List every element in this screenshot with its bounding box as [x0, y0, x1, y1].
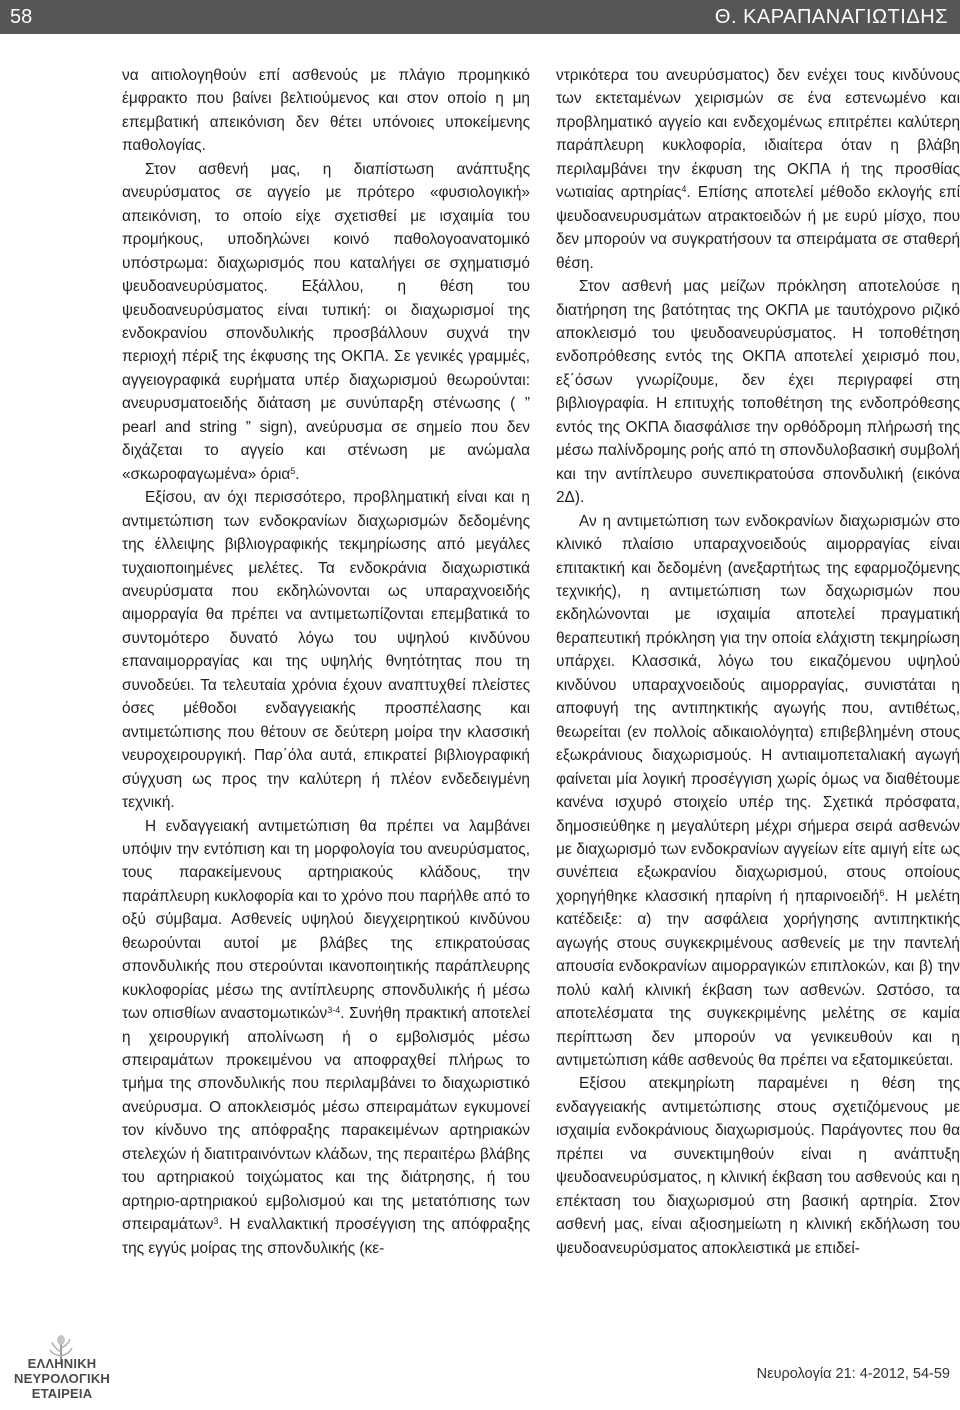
- paragraph: Εξίσου, αν όχι περισσότερο, προβληματική είναι και η αντιμετώπιση των ενδοκρανίων διαχωρισμών δεδομένης της έλλειψης βιβλιογραφικής τεκμηρίωσης από μεγάλες τυχαιοποιημένες μελέτες. Τα ενδοκράνια διαχωριστικά ανευρύσματα που εκδηλώνονται ως υπαραχνοειδής αιμορραγία θα πρέπει να αντιμετωπίζονται επεμβατικά το συντομότερο δυνατό λόγω του υψηλού κινδύνου επαναιμορραγίας και της υψηλής θνητότητας που τη συνοδεύει. Τα τελευταία χρόνια έχουν αναπτυχθεί πλείστες όσες μέθοδοι ενδαγγειακής προσπέλασης και αντιμετώπισης που θέτουν σε δεύτερη μοίρα την κλασσική νευροχειρουργική. Παρ΄όλα αυτά, επικρατεί βιβλιογραφική σύγχυση ως προς την καλύτερη ή πλέον ενδεδειγμένη τεχνική.: [122, 489, 530, 812]
- running-head-author: Θ. ΚΑΡΑΠΑΝΑΓΙΩΤΙΔΗΣ: [714, 6, 948, 28]
- paragraph: Στον ασθενή μας μείζων πρόκληση αποτελούσε η διατήρηση της βατότητας της ΟΚΠΑ με ταυτόχρονο ριζικό αποκλεισμό του ψευδοανευρύσματος. Η τοποθέτηση ενδοπρόθεσης εντός της ΟΚΠΑ αποτελεί χειρισμό που, εξ΄όσων γνωρίζουμε, δεν έχει περιγραφεί στη βιβλιογραφία. Η επιτυχής τοποθέτηση της ενδοπρόθεσης εντός της ΟΚΠΑ διασφάλισε την ορθόδρομη πλήρωσή της μέσω παλίνδρομης ροής από τη σπονδυλοβασική συμβολή και την αντίπλευρο συνεπικρατούσα σπονδυλική (εικόνα 2Δ).: [556, 278, 960, 507]
- journal-citation: Νευρολογία 21: 4-2012, 54-59: [756, 1366, 950, 1382]
- citation: 6: [879, 887, 885, 898]
- citation: 5: [290, 465, 296, 476]
- citation: 3-4: [327, 1005, 341, 1016]
- logo-line-2: ΝΕΥΡΟΛΟΓΙΚΗ: [14, 1371, 110, 1386]
- paragraph: Εξίσου ατεκμηρίωτη παραμένει η θέση της ενδαγγειακής αντιμετώπισης στους σχετιζόμενους με ισχαιμία ενδοκράνιους διαχωρισμούς. Παράγοντες που θα πρέπει να συνεκτιμηθούν είναι η ανάπτυξη ψευδοανευρύσματος, η κλινική έκβαση του ασθενούς και η επέκταση του διαχωρισμού στη βασική αρτηρία. Στον ασθενή μας, είναι αξιοσημείωτη η κλινική εκδήλωση του ψευδοανευρύσματος αποκλειστικά με επιδεί-: [556, 1075, 960, 1257]
- citation: 4: [681, 184, 687, 195]
- paragraph: Στον ασθενή μας, η διαπίστωση ανάπτυξης ανευρύσματος σε αγγείο με πρότερο «φυσιολογική» απεικόνιση, το οποίο είχε σχετισθεί με ισχαιμία του προμήκους, υποδηλώνει κοινό παθολογοανατομικό υπόστρωμα: διαχωρισμός που καταλήγει σε σχηματισμό ψευδοανευρύσματος. Εξάλλου, η θέση του ψευδοανευρύσματος είναι τυπική: οι διαχωρισμοί της ενδοκρανίου σπονδυλικής προσβάλλουν συχνά την περιοχή πέριξ της έκφυσης της ΟΚΠΑ. Σε γενικές γραμμές, αγγειογραφικά ευρήματα υπέρ διαχωρισμού θεωρούνται: ανευρυσματοειδής διάταση με συνύπαρξη στένωσης ( ” pearl and string ” sign), ανεύρυσμα σε σημείο που δεν διχάζεται το αγγείο και στένωση με ανώμαλα «σκωροφαγωμένα» όρια$^5$.: [122, 160, 530, 483]
- page-number: 58: [10, 6, 33, 28]
- citation: 3: [213, 1216, 219, 1227]
- page-header-bar: [0, 0, 960, 34]
- logo-line-1: ΕΛΛΗΝΙΚΗ: [27, 1356, 97, 1371]
- paragraph: Αν η αντιμετώπιση των ενδοκρανίων διαχωρισμών στο κλινικό πλαίσιο υπαραχνοειδούς αιμορραγίας είναι επιτακτική και δεδομένη (ανεξαρτήτως της εφαρμοζόμενης τεχνικής), η αντιμετώπιση των δαχωρισμών που εκδηλώνονται με ισχαιμία αποτελεί πραγματική θεραπευτική πρόκληση για την οποία ελάχιστη τεκμηρίωση υπάρχει. Κλασσικά, λόγω του εικαζόμενου υψηλού κινδύνου υπαραχνοειδούς αιμορραγίας, συνιστάται η αποφυγή της αντιπηκτικής αγωγής που, αντιθέτως, θεωρείται (εν πολλοίς αδικαιολόγητα) επιβεβλημένη στους εξωκράνιους διαχωρισμούς. Η αντιαιμοπεταλιακή αγωγή φαίνεται μία λογική προσέγγιση χωρίς όμως να διαθέτουμε κανένα ισχυρό στοιχείο υπέρ της. Σχετικά πρόσφατα, δημοσιεύθηκε η μεγαλύτερη μέχρι σήμερα σειρά ασθενών με διαχωρισμό των ενδοκρανίων αγγείων είτε αμιγή είτε ως συνέπεια εξωκρανίου διαχωρισμού, στους οποίους χορηγήθηκε κλασσική ηπαρίνη ή ηπαρινοειδή$^6$. Η μελέτη κατέδειξε: α) την ασφάλεια χορήγησης αντιπηκτικής αγωγής στους συγκεκριμένους ασθενείς με την παντελή απουσία ενδοκρανίων αιμορραγικών επιπλοκών, και β) την πολύ καλή κλινική έκβαση των ασθενών. Ωστόσο, τα αποτελέσματα της συγκεκριμένης μελέτης σε καμία περίπτωση δεν μπορούν να γενικευθούν και η αντιμετώπιση κάθε ασθενούς θα πρέπει να εξατομικεύεται.: [556, 512, 960, 1070]
- paragraph: Η ενδαγγειακή αντιμετώπιση θα πρέπει να λαμβάνει υπόψιν την εντόπιση και τη μορφολογία του ανευρύσματος, τους παρακείμενους αρτηριακούς κλάδους, την παράπλευρη κυκλοφορία και το χρόνο που παρήλθε από το οξύ σύμβαμα. Ασθενείς υψηλού διεγχειρητικού κινδύνου θεωρούνται αυτοί με βλάβες της επικρατούσας σπονδυλικής που στερούνται ικανοποιητικής παράπλευρης κυκλοφορίας μέσω της αντίπλευρης σπονδυλικής ή μέσω των οπισθίων αναστομωτικών$^{3-4}$. Συνήθη πρακτική αποτελεί η χειρουργική απολίνωση ή ο εμβολισμός μέσω σπειραμάτων προκειμένου να αποφραχθεί πλήρως το τμήμα της σπονδυλικής που περιλαμβάνει το διαχωριστικό ανεύρυσμα. Ο αποκλεισμός μέσω σπειραμάτων εγκυμονεί τον κίνδυνο της απόφραξης παρακειμένων αρτηριακών στελεχών ή διατιτραινόντων κλάδων, της περαιτέρω βλάβης του αρτηριακού τοιχώματος και της διάτρησης, ή του αρτηριο-αρτηριακού εμβολισμού και της μετατόπισης των σπειραμάτων$^3$. Η εναλλακτική προσέγγιση της απόφραξης της εγγύς μοίρας της σπονδυλικής (κε-: [122, 817, 530, 1257]
- left-text-column: [122, 64, 530, 1260]
- right-text-column: [556, 64, 960, 1260]
- logo-line-3: ΕΤΑΙΡΕΙΑ: [31, 1386, 93, 1401]
- paragraph: ντρικότερα του ανευρύσματος) δεν ενέχει τους κινδύνους των εκτεταμένων χειρισμών σε ένα εστενωμένο και προβληματικό αγγείο και ενδεχομένως επιτρέπει καλύτερη παράπλευρη κυκλοφορία, ιδιαίτερα όταν η βλάβη περιλαμβάνει την έκφυση της ΟΚΠΑ ή της προσθίας νωτιαίας αρτηρίας$^4$. Επίσης αποτελεί μέθοδο εκλογής επί ψευδοανευρυσμάτων ατρακτοειδών ή με ευρύ μίσχο, που δεν μπορούν να συγκρατήσουν τα σπειράματα σε σταθερή θέση.: [556, 67, 960, 272]
- paragraph: να αιτιολογηθούν επί ασθενούς με πλάγιο προμηκικό έμφρακτο που βαίνει βελτιούμενος και στον οποίο η μη επεμβατική απεικόνιση δεν θέτει υπόνοιες υποκείμενης παθολογίας.: [122, 67, 530, 155]
